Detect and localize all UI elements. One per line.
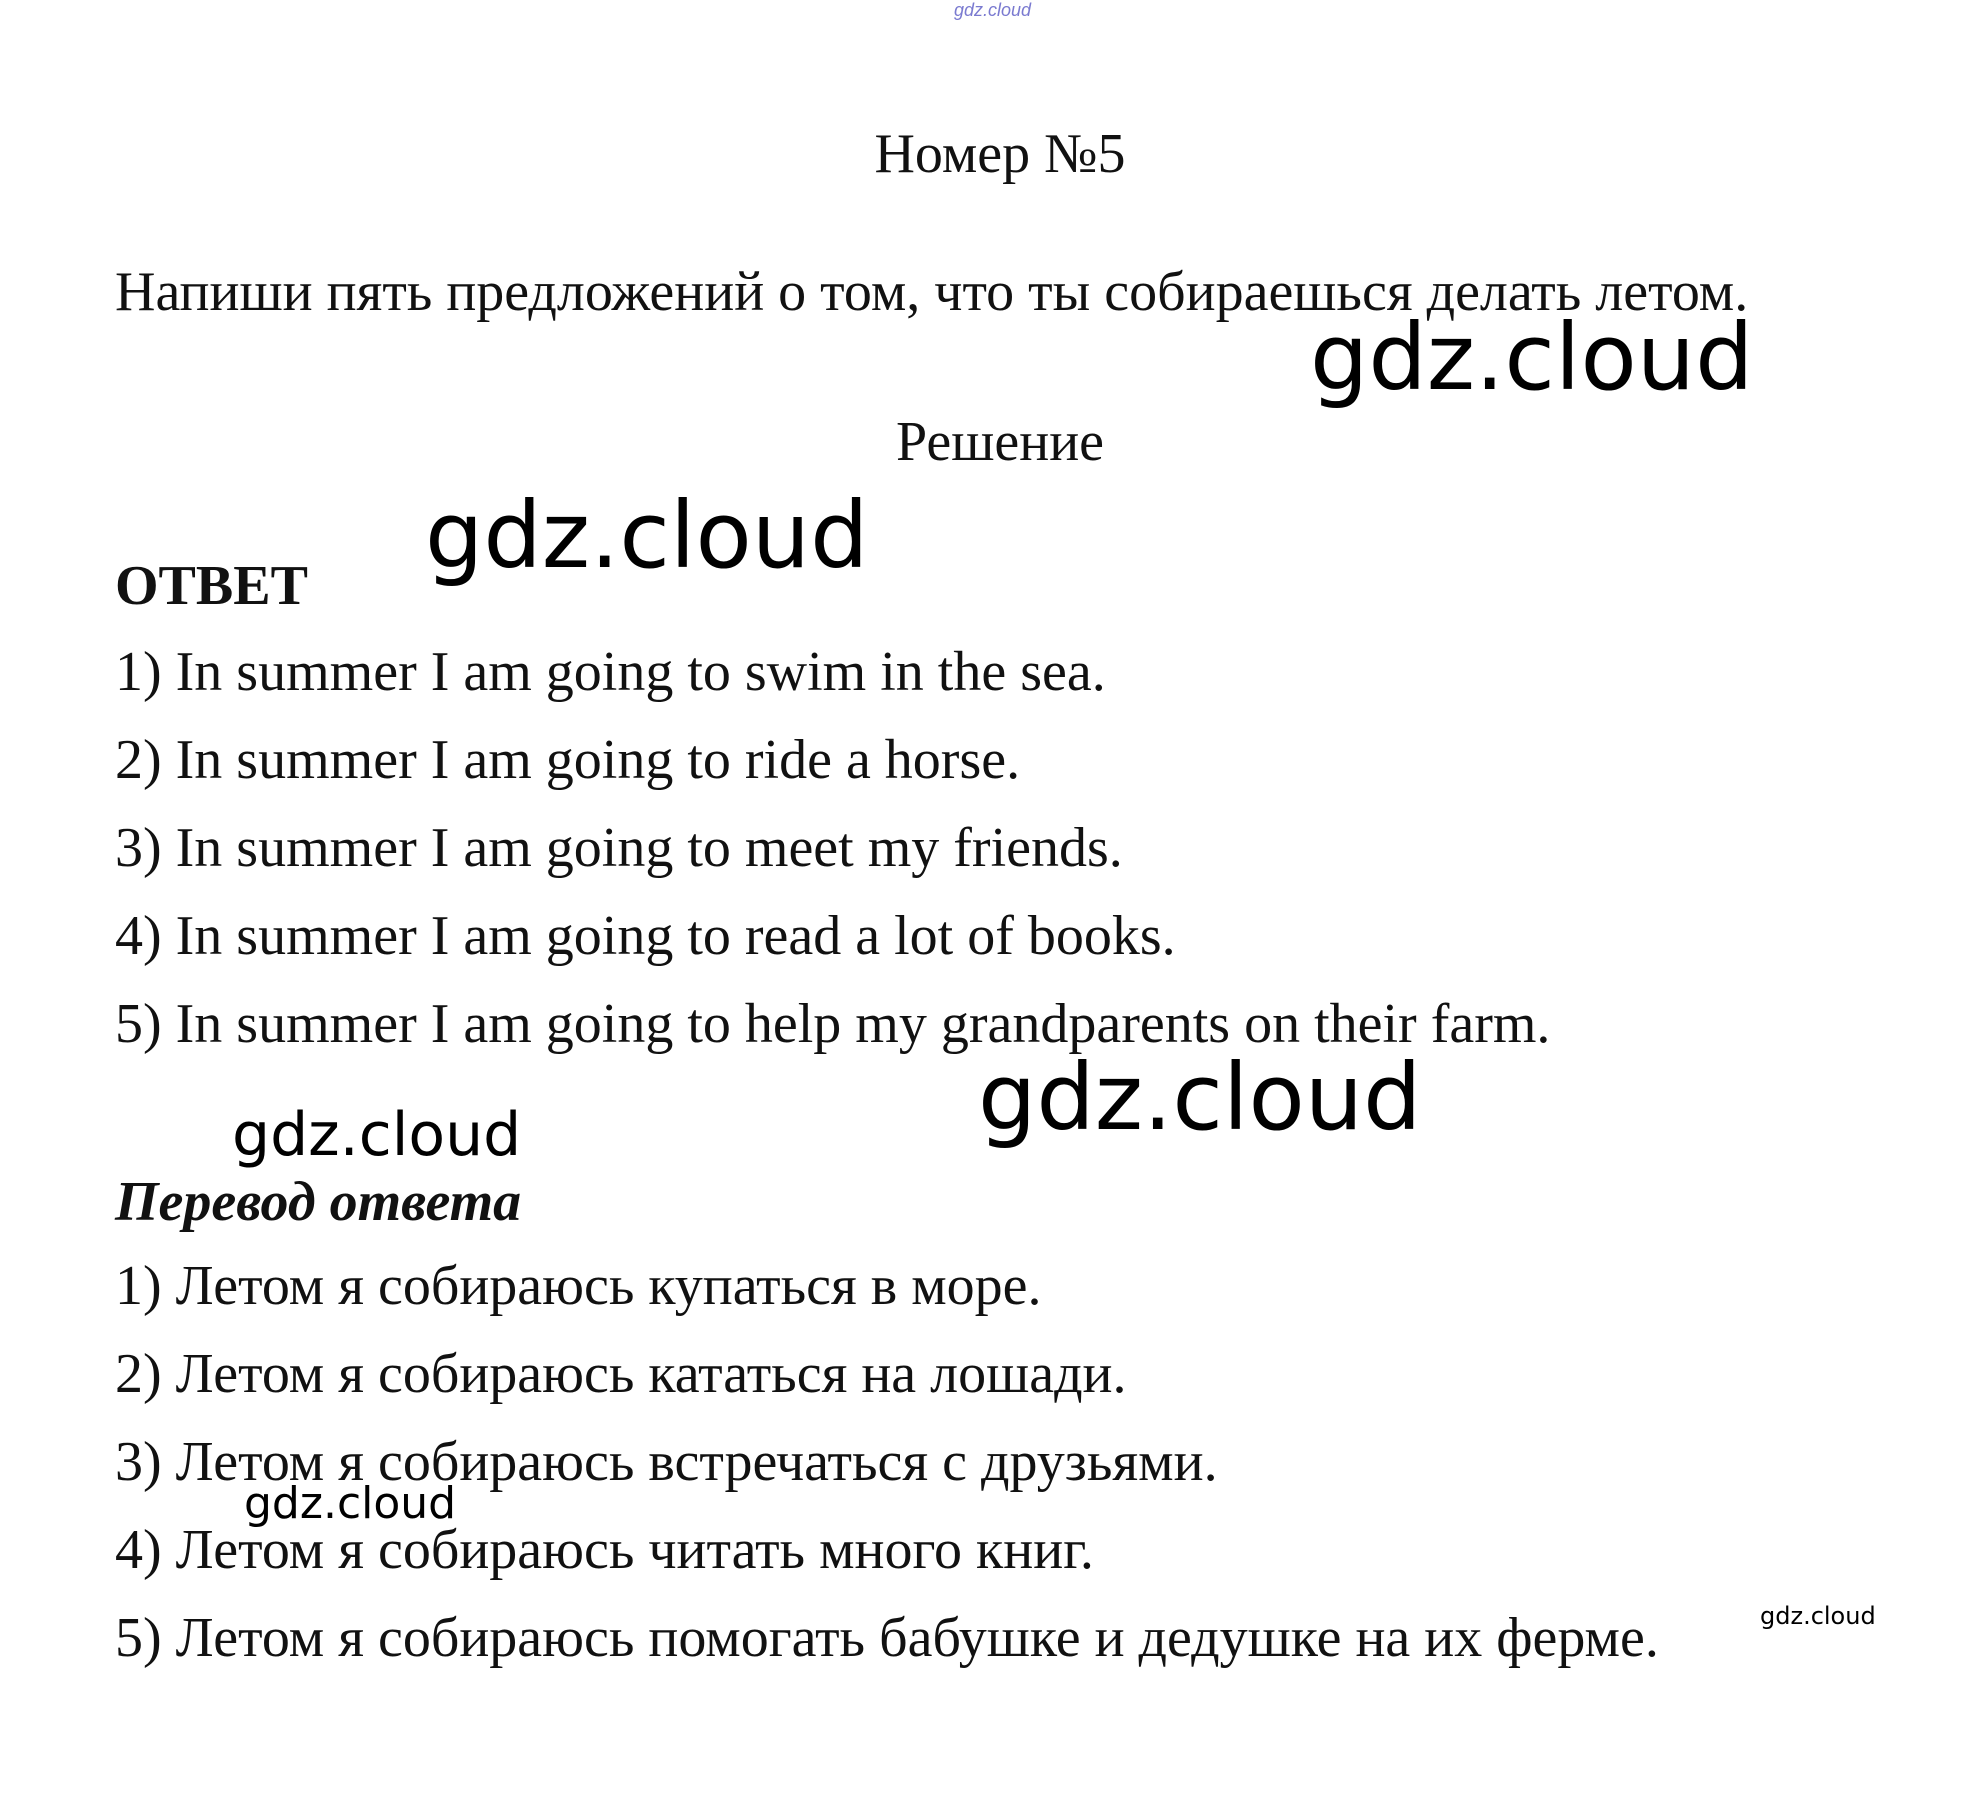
answer-list — [115, 638, 1550, 1078]
watermark: gdz.cloud — [1310, 304, 1754, 411]
watermark: gdz.cloud — [978, 1044, 1422, 1151]
translation-line: 4) Летом я собираюсь читать много книг. — [115, 1519, 1094, 1581]
answer-line: 2) In summer I am going to ride a horse. — [115, 729, 1021, 791]
top-watermark: gdz.cloud — [953, 0, 1032, 20]
translation-line: 3) Летом я собираюсь встречаться с друзьями. — [115, 1431, 1218, 1493]
answer-line: 3) In summer I am going to meet my friends. — [115, 817, 1123, 879]
answer-heading: ОТВЕТ — [115, 555, 308, 617]
watermark: gdz.cloud — [1760, 1602, 1876, 1630]
answer-line: 4) In summer I am going to read a lot of books. — [115, 905, 1176, 967]
watermark: gdz.cloud — [425, 482, 869, 589]
answer-line: 5) In summer I am going to help my grandparents on their farm. — [115, 993, 1551, 1055]
page-title: Номер №5 — [874, 123, 1126, 185]
translation-line: 5) Летом я собираюсь помогать бабушке и дедушке на их ферме. — [115, 1607, 1659, 1669]
translation-heading: Перевод ответа — [115, 1171, 522, 1233]
task-text: Напиши пять предложений о том, что ты собираешься делать летом. — [115, 261, 1749, 323]
translation-line: 1) Летом я собираюсь купаться в море. — [115, 1255, 1042, 1317]
watermark: gdz.cloud — [232, 1100, 522, 1170]
answer-line: 1) In summer I am going to swim in the sea. — [115, 641, 1106, 703]
translation-line: 2) Летом я собираюсь кататься на лошади. — [115, 1343, 1127, 1405]
watermark: gdz.cloud — [244, 1478, 457, 1529]
translation-list — [115, 1252, 1659, 1692]
solution-heading: Решение — [895, 411, 1105, 473]
